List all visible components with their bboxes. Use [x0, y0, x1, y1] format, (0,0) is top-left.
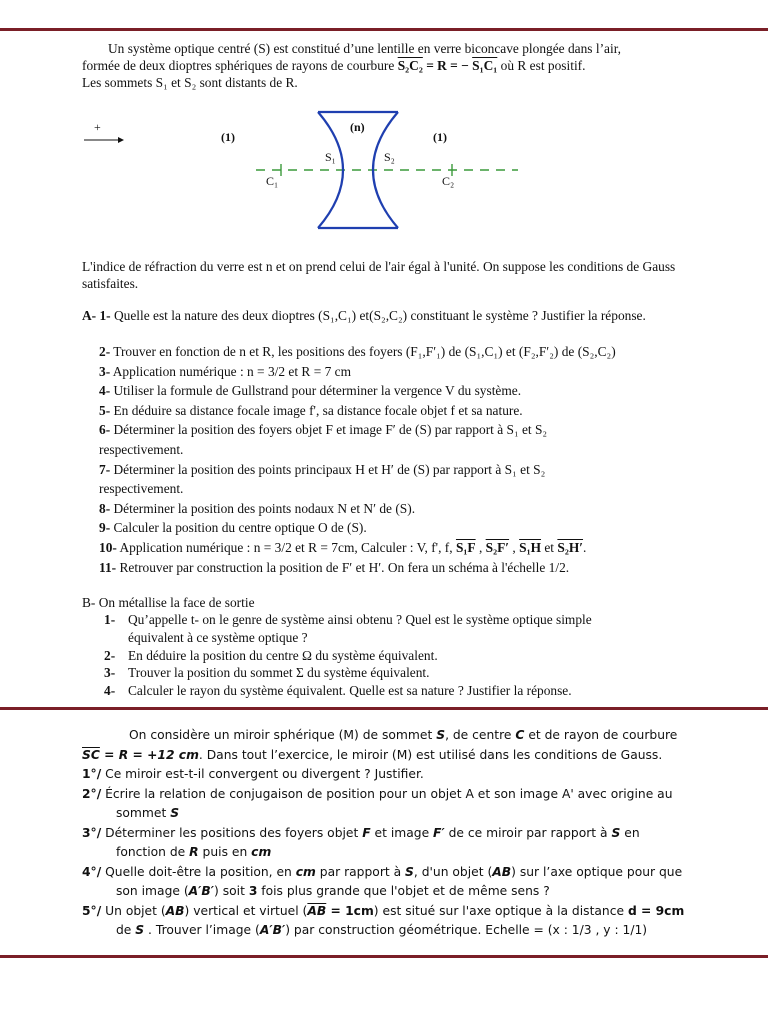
- question-b-item: [104, 611, 724, 629]
- question-text: Déterminer la position des foyers objet F et image F′ de (S) par rapport à S₁ et S₂: [110, 422, 548, 438]
- question-number: 2°/: [82, 786, 102, 801]
- question-number: 4°/: [82, 864, 102, 879]
- question-list-a: [99, 342, 719, 577]
- question-b-item: [104, 664, 724, 682]
- unit-cm: cm: [295, 864, 316, 879]
- mirror-q2-cont: [82, 804, 762, 824]
- object-size: = 1cm: [326, 903, 374, 918]
- text: Déterminer les positions des foyers objet: [101, 825, 363, 840]
- question-text: Ce miroir est-t-il convergent ou divergent ? Justifier.: [101, 767, 424, 781]
- question-text: Trouver la position du sommet Σ du système équivalent.: [128, 665, 430, 681]
- question-item: [99, 420, 719, 440]
- question-text: Retrouver par construction la position de F′ et H′. On fera un schéma à l'échelle 1/2.: [116, 559, 570, 575]
- vertex-s: S: [170, 806, 180, 820]
- text: de: [116, 923, 136, 937]
- segment-sc: $\overline{SC}$: [82, 747, 100, 762]
- question-b-item: [104, 629, 724, 647]
- text: , d'un objet (: [413, 864, 493, 879]
- question-number: 3-: [104, 665, 116, 681]
- medium-left-label: (1): [221, 130, 235, 144]
- mirror-q5-cont: [82, 921, 762, 941]
- text: ) vertical et virtuel (: [184, 903, 308, 918]
- mirror-intro-line-1: [82, 726, 762, 746]
- question-number: 3°/: [82, 825, 102, 840]
- question-number: 1-: [104, 612, 116, 627]
- question-item: [99, 518, 719, 538]
- question-number: 3-: [99, 363, 111, 379]
- segment-s2fp: S₂F′: [485, 539, 510, 555]
- text: puis en: [198, 845, 252, 859]
- intro-line-3: Les sommets S₁ et S₂ sont distants de R.: [82, 75, 298, 90]
- text: ) est situé sur l'axe optique à la distance: [373, 903, 628, 918]
- refraction-text: L'indice de réfraction du verre est n et on prend celui de l'air égal à l'unité. On suppose les conditions de Gauss satisfaites.: [82, 259, 676, 291]
- direction-arrow-head: [118, 137, 124, 143]
- mirror-q1: [82, 765, 762, 785]
- text: , de centre: [445, 728, 516, 742]
- mirror-q4: [82, 863, 762, 883]
- question-number: 10-: [99, 539, 117, 555]
- question-item: [99, 381, 719, 401]
- question-number: 8-: [99, 500, 111, 516]
- text: Quelle doit-être la position, en: [101, 864, 296, 879]
- unit-cm: cm: [251, 845, 272, 859]
- text: ) soit: [214, 884, 249, 898]
- question-text: Calculer le rayon du système équivalent. Quelle est sa nature ? Justifier la réponse.: [128, 683, 572, 699]
- separator: ,: [475, 539, 486, 555]
- question-number: 7-: [99, 461, 111, 477]
- text: et de rayon de courbure: [524, 728, 678, 742]
- question-text: Écrire la relation de conjugaison de position pour un objet A et son image A' avec origine au: [101, 786, 673, 801]
- intro-line-2a: formée de deux dioptres sphériques de rayons de courbure: [82, 58, 398, 73]
- text: par rapport à: [315, 864, 406, 879]
- text: ) sur l’axe optique pour que: [511, 864, 683, 879]
- text: . Trouver l’image (: [144, 923, 260, 937]
- question-text: Application numérique : n = 3/2 et R = 7 cm: [110, 363, 352, 379]
- question-number: 5°/: [82, 903, 102, 918]
- intro-line-2b: où R est positif.: [497, 58, 586, 73]
- question-text: équivalent à ce système optique ?: [128, 629, 308, 645]
- centre-c: C: [515, 728, 525, 742]
- question-text: Déterminer la position des points principaux H et H′ de (S) par rapport à S₁ et S₂: [110, 461, 546, 477]
- text: de ce miroir par rapport à: [444, 825, 612, 840]
- plus-sign: +: [94, 120, 101, 134]
- focus-f: F: [362, 825, 371, 840]
- medium-center-label: (n): [350, 120, 365, 134]
- intro-paragraph: [82, 40, 722, 91]
- text: . Dans tout l’exercice, le miroir (M) est utilisé dans les conditions de Gauss.: [198, 747, 663, 762]
- medium-right-label: (1): [433, 130, 447, 144]
- text: son image (: [116, 884, 189, 898]
- question-number: 11-: [99, 559, 117, 575]
- question-number: 4-: [99, 383, 111, 399]
- question-text: respectivement.: [99, 441, 184, 457]
- mirror-q3-cont: [82, 843, 762, 863]
- question-number: 5-: [99, 402, 111, 418]
- question-b-item: [104, 682, 724, 700]
- focus-fprime: F′: [433, 825, 445, 840]
- segment-ab: $\overline{AB}$: [307, 903, 327, 918]
- question-item: [99, 440, 719, 460]
- intro-line-1: Un système optique centré (S) est constitué d’une lentille en verre biconcave plongée dans l’air,: [108, 41, 621, 56]
- text: fonction de: [116, 845, 190, 859]
- mirror-q4-cont: [82, 882, 762, 902]
- intro-s1c1: S₁C₁: [472, 58, 498, 73]
- text: fois plus grande que l'objet et de même sens ?: [257, 884, 550, 898]
- question-item: [99, 460, 719, 480]
- object-ab: AB: [492, 864, 512, 879]
- question-number: 2-: [104, 647, 116, 663]
- segment-s1h: S₁H: [519, 539, 542, 555]
- vertex-s: S: [611, 825, 621, 840]
- question-number: 1°/: [82, 767, 102, 781]
- question-text: En déduire sa distance focale image f', sa distance focale objet f et sa nature.: [110, 402, 523, 418]
- image-apbp: A′B′: [188, 884, 215, 898]
- text: ) par construction géométrique. Echelle = (x : 1/3 , y : 1/1): [285, 923, 648, 937]
- text: Un objet (: [101, 903, 166, 918]
- question-text: Qu’appelle t- on le genre de système ainsi obtenu ? Quel est le système optique simple: [128, 612, 592, 627]
- question-item: [99, 401, 719, 421]
- vertex-s: S: [135, 923, 145, 937]
- question-text: Application numérique : n = 3/2 et R = 7cm, Calculer : V, f', f,: [116, 539, 456, 555]
- intro-s2c2: S₂C₂: [397, 58, 423, 73]
- text: On considère un miroir sphérique (M) de sommet: [129, 728, 437, 742]
- question-text: En déduire la position du centre Ω du système équivalent.: [128, 647, 438, 663]
- question-a1-number: A- 1-: [82, 308, 111, 323]
- text: en: [620, 825, 640, 840]
- question-number: 6-: [99, 422, 111, 438]
- question-text: respectivement.: [99, 481, 184, 497]
- c1-label: C₁: [266, 174, 279, 188]
- refraction-paragraph: [82, 258, 722, 292]
- radius-value: = R = +12 cm: [99, 747, 199, 762]
- question-item: [99, 362, 719, 382]
- lens-diagram: [78, 100, 528, 240]
- top-divider: [0, 28, 768, 31]
- question-b-heading: [82, 594, 255, 611]
- text: sommet: [116, 806, 171, 820]
- mirror-q5: [82, 902, 762, 922]
- lens-figure: [78, 100, 528, 240]
- object-ab: AB: [165, 903, 185, 918]
- factor-3: 3: [248, 884, 258, 898]
- segment-s1f: S₁F: [455, 539, 476, 555]
- question-number: 9-: [99, 520, 111, 536]
- vertex-s: S: [405, 864, 414, 879]
- question-item: [99, 499, 719, 519]
- period: .: [583, 539, 587, 555]
- question-text: Utiliser la formule de Gullstrand pour déterminer la vergence V du système.: [110, 383, 522, 399]
- image-apbp: A′B′: [259, 923, 286, 937]
- question-b-heading-text: B- On métallise la face de sortie: [82, 595, 255, 610]
- segment-s2hp: S₂H′: [557, 539, 584, 555]
- question-a1: [82, 307, 722, 324]
- s2-label: S₂: [384, 150, 395, 164]
- question-text: Déterminer la position des points nodaux N et N′ de (S).: [110, 500, 416, 516]
- separator: et: [541, 539, 558, 555]
- middle-divider: [0, 707, 768, 710]
- question-text: Calculer la position du centre optique O de (S).: [110, 520, 367, 536]
- bottom-divider: [0, 955, 768, 958]
- mirror-q2: [82, 785, 762, 805]
- question-b-item: [104, 647, 724, 665]
- question-number: 2-: [99, 344, 111, 359]
- radius-r: R: [189, 845, 199, 859]
- question-list-b: [104, 611, 724, 700]
- s1-label: S₁: [325, 150, 336, 164]
- text: et image: [370, 825, 434, 840]
- c2-label: C₂: [442, 174, 455, 188]
- question-number: 4-: [104, 683, 116, 699]
- separator: ,: [509, 539, 520, 555]
- question-item-11: [99, 558, 719, 578]
- question-a1-text: Quelle est la nature des deux dioptres (S₁,C₁) et(S₂,C₂) constituant le système ? Justifier la réponse.: [110, 308, 646, 323]
- intro-eq: = R = −: [422, 58, 473, 73]
- mirror-intro-line-2: [82, 746, 762, 766]
- mirror-q3: [82, 824, 762, 844]
- question-item: [99, 342, 719, 362]
- question-text: Trouver en fonction de n et R, les positions des foyers (F₁,F′₁) de (S₁,C₁) et (F₂,F′₂) de (S₂,C₂): [110, 344, 616, 359]
- distance-d: d = 9cm: [627, 903, 685, 918]
- question-item-10: [99, 538, 719, 558]
- mirror-exercise: [82, 726, 762, 941]
- vertex-s: S: [436, 728, 446, 742]
- question-item: [99, 479, 719, 499]
